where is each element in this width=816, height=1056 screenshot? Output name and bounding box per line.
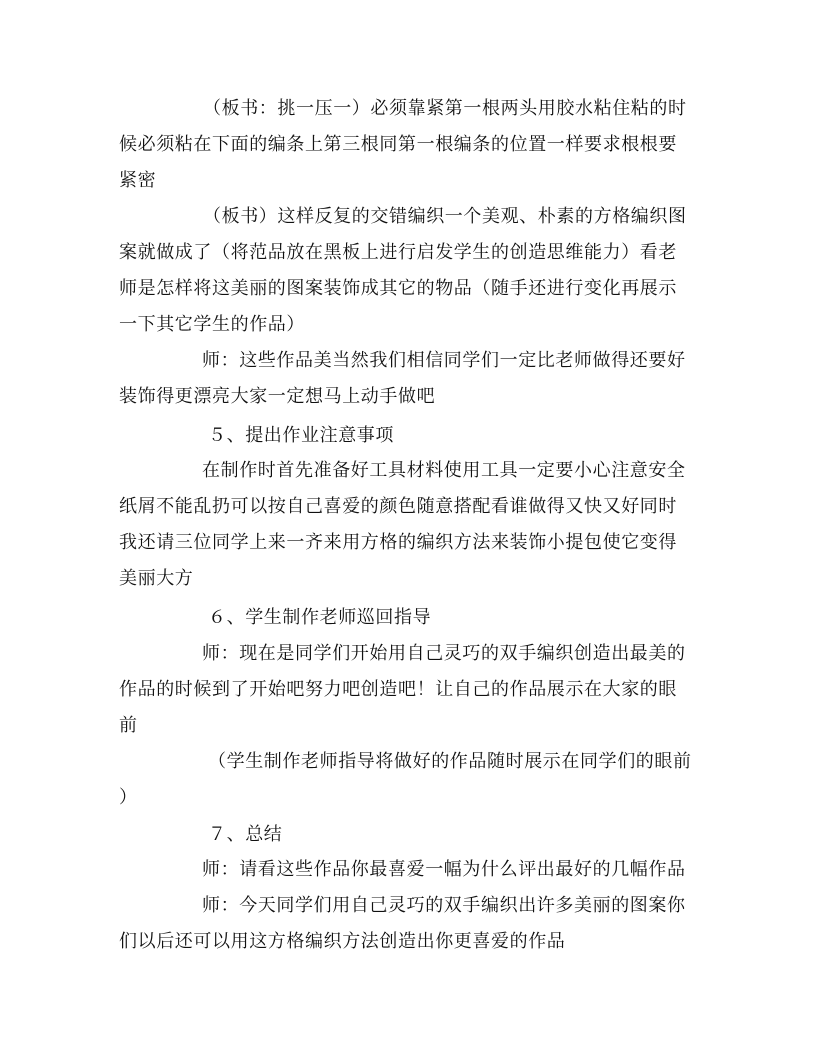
text-line: ） (119, 787, 138, 808)
text-line: （学生制作老师指导将做好的作品随时展示在同学们的眼前 (208, 751, 692, 772)
text-line: 们以后还可以用这方格编织方法创造出你更喜爱的作品 (119, 931, 566, 952)
text-line: 一下其它学生的作品） (119, 314, 305, 335)
text-line: 美丽大方 (119, 568, 194, 589)
text-line: 前 (119, 715, 138, 736)
text-line: 师：这些作品美当然我们相信同学们一定比老师做得还要好 (202, 350, 686, 371)
text-line: （板书）这样反复的交错编织一个美观、朴素的方格编织图 (203, 206, 687, 227)
section-heading: ６、学生制作老师巡回指导 (208, 607, 432, 628)
text-line: 师：今天同学们用自己灵巧的双手编织出许多美丽的图案你 (202, 895, 686, 916)
text-line: 师：现在是同学们开始用自己灵巧的双手编织创造出最美的 (202, 643, 686, 664)
text-line: 作品的时候到了开始吧努力吧创造吧！让自己的作品展示在大家的眼 (119, 679, 677, 700)
text-line: 我还请三位同学上来一齐来用方格的编织方法来装饰小提包使它变得 (119, 532, 677, 553)
text-line: 案就做成了（将范品放在黑板上进行启发学生的创造思维能力）看老 (119, 242, 677, 263)
text-line: （板书：挑一压一）必须靠紧第一根两头用胶水粘住粘的时 (203, 98, 687, 119)
text-line: 师是怎样将这美丽的图案装饰成其它的物品（随手还进行变化再展示 (119, 278, 677, 299)
section-heading: ７、总结 (208, 824, 283, 845)
text-line: 在制作时首先准备好工具材料使用工具一定要小心注意安全 (202, 460, 686, 481)
text-line: 紧密 (119, 170, 157, 191)
text-line: 师：请看这些作品你最喜爱一幅为什么评出最好的几幅作品 (202, 859, 686, 880)
section-heading: ５、提出作业注意事项 (208, 425, 394, 446)
text-line: 装饰得更漂亮大家一定想马上动手做吧 (119, 386, 436, 407)
text-line: 纸屑不能乱扔可以按自己喜爱的颜色随意搭配看谁做得又快又好同时 (119, 496, 677, 517)
text-line: 候必须粘在下面的编条上第三根同第一根编条的位置一样要求根根要 (119, 134, 677, 155)
